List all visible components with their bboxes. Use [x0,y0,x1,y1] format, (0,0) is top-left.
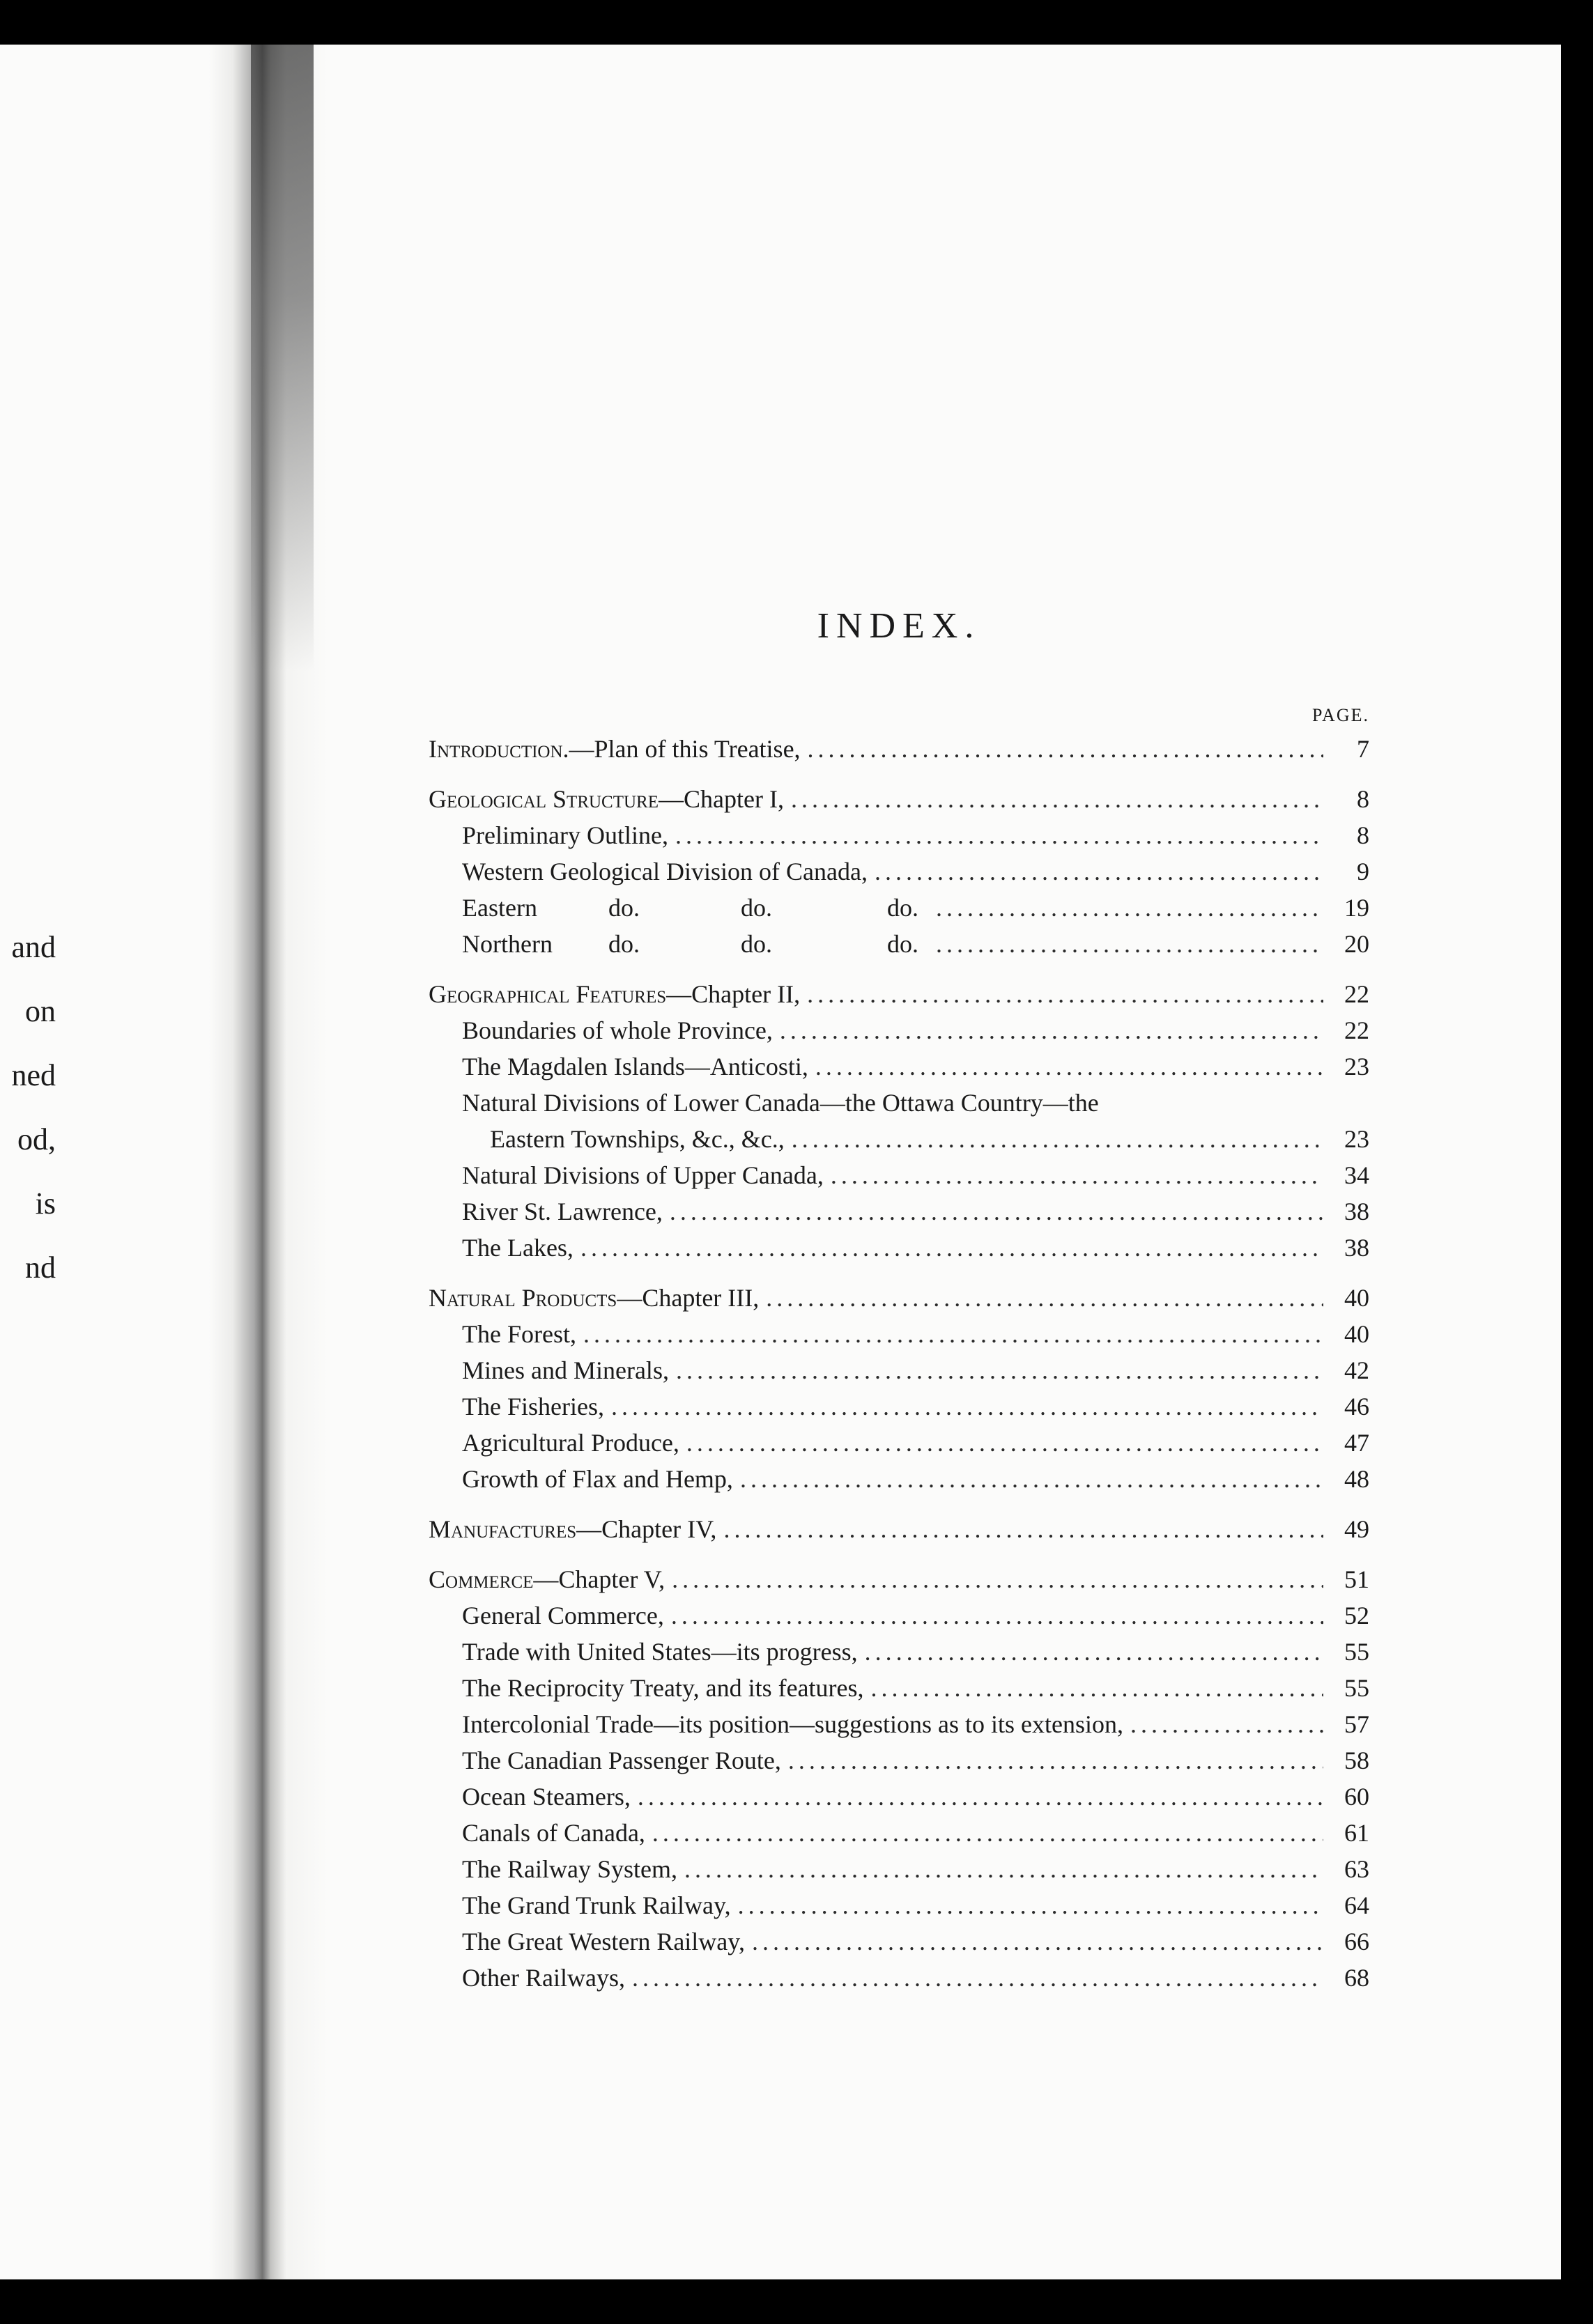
toc-section-name: Manufactures [429,1515,577,1543]
dot-leader [611,1388,1323,1425]
left-fragment: and [11,930,56,964]
dot-leader [780,1012,1323,1048]
toc-page-number: 8 [1357,821,1369,849]
left-page-fragments [0,915,56,1300]
dot-leader [875,853,1323,890]
toc-section-heading[interactable] [429,976,1369,1012]
toc-entry-label: The Magdalen Islands—Anticosti, [462,1053,808,1080]
toc-entry-label: The Canadian Passenger Route, [462,1746,781,1774]
toc-page-number: 22 [1344,1016,1369,1044]
toc-entry[interactable] [429,1388,1369,1425]
toc-page-number: 7 [1357,735,1369,763]
dot-leader [723,1511,1323,1547]
toc-entry-label: Preliminary Outline, [462,821,668,849]
toc-entry-label: Western Geological Division of Canada, [462,858,868,885]
toc-entry-label: Northern [462,930,553,958]
toc-entry-label: Intercolonial Trade—its position—suggestions as to its extension, [462,1710,1123,1738]
toc-entry-label: Agricultural Produce, [462,1429,679,1457]
ditto-mark: do. [608,894,640,922]
toc-entry[interactable] [429,1230,1369,1266]
toc-entry[interactable] [429,817,1369,853]
toc-entry-label: The Grand Trunk Railway, [462,1891,731,1919]
dot-leader [671,1597,1323,1634]
scanned-spread [0,45,1561,2279]
toc-page-number: 66 [1344,1928,1369,1955]
toc-section-name: Commerce [429,1565,534,1593]
dot-leader [791,781,1323,817]
toc-page-number: 46 [1344,1393,1369,1420]
toc-section-name: Natural Products [429,1284,617,1312]
left-fragment: on [25,994,56,1028]
toc-entry-label: Boundaries of whole Province, [462,1016,773,1044]
toc-section-chapter: —Chapter I, [659,785,784,813]
toc-entry[interactable] [429,1316,1369,1352]
dot-leader [580,1230,1323,1266]
toc-page-number: 20 [1344,930,1369,958]
toc-entry[interactable] [429,1597,1369,1634]
toc-entry[interactable] [429,1779,1369,1815]
dot-leader [808,731,1323,767]
toc-entry-label: Other Railways, [462,1964,625,1992]
toc-entry[interactable] [429,1121,1369,1157]
toc-entry[interactable] [429,1461,1369,1497]
toc-entry[interactable] [429,1815,1369,1851]
toc-entry-label: Natural Divisions of Upper Canada, [462,1161,824,1189]
page-title: INDEX. [817,606,981,646]
toc-entry-label: The Forest, [462,1320,576,1348]
toc-entry[interactable] [429,1706,1369,1742]
toc-entry[interactable] [429,1851,1369,1887]
toc-section-label [429,781,784,817]
toc-page-number: 22 [1344,980,1369,1008]
toc-page-number: 55 [1344,1674,1369,1702]
toc-page-number: 19 [1344,894,1369,922]
dot-leader [652,1815,1323,1851]
toc-page-number: 42 [1344,1356,1369,1384]
dot-leader [788,1742,1323,1779]
toc-page-number: 47 [1344,1429,1369,1457]
ditto-mark: do. [887,894,918,922]
toc-entry-label: The Railway System, [462,1855,677,1883]
dot-leader [670,1193,1323,1230]
toc-entry-label: Natural Divisions of Lower Canada—the Ottawa Country—the [462,1089,1099,1117]
left-fragment: od, [17,1122,56,1156]
toc-entry[interactable] [429,1742,1369,1779]
toc-entry[interactable] [429,1960,1369,1996]
ditto-mark: do. [608,930,640,958]
dot-leader [936,890,1323,926]
left-fragment: is [35,1186,56,1221]
toc-page-number: 38 [1344,1198,1369,1225]
toc-section-chapter: —Plan of this Treatise, [569,735,801,763]
toc-entry-label: Eastern [462,894,537,922]
toc-section-label [429,1511,716,1547]
left-fragment: nd [25,1250,56,1285]
toc-entry-label: Trade with United States—its progress, [462,1638,858,1666]
dot-leader [686,1425,1323,1461]
dot-leader [740,1461,1323,1497]
toc-section-heading[interactable] [429,781,1369,817]
toc-entry-label: The Lakes, [462,1234,574,1262]
toc-section-label [429,1280,759,1316]
toc-page-number: 34 [1344,1161,1369,1189]
toc-section-chapter: —Chapter II, [666,980,801,1008]
toc-page-number: 60 [1344,1783,1369,1811]
toc-entry-label: Eastern Townships, &c., &c., [490,1125,785,1153]
toc-entry-label: River St. Lawrence, [462,1198,663,1225]
toc-entry-label: General Commerce, [462,1602,664,1629]
toc-section-label [429,731,801,767]
toc-entry-label: Growth of Flax and Hemp, [462,1465,733,1493]
toc-section-chapter: —Chapter IV, [576,1515,717,1543]
dot-leader [807,976,1323,1012]
toc-section-heading[interactable] [429,1561,1369,1597]
dot-leader [936,926,1323,962]
dot-leader [675,817,1323,853]
toc-entry-label: The Fisheries, [462,1393,604,1420]
toc-section-chapter: —Chapter III, [617,1284,760,1312]
toc-page-number: 8 [1357,785,1369,813]
toc-entry[interactable] [429,1085,1369,1121]
toc-section-name: Geographical Features [429,980,667,1008]
toc-page-number: 57 [1344,1710,1369,1738]
toc-page-number: 38 [1344,1234,1369,1262]
toc-entry[interactable] [429,1352,1369,1388]
toc-page-number: 40 [1344,1284,1369,1312]
dot-leader [1130,1706,1323,1742]
dot-leader [792,1121,1323,1157]
index-page [429,45,1369,2279]
toc-entry[interactable] [429,1048,1369,1085]
toc-section-name: Geological Structure [429,785,659,813]
toc-page-number: 23 [1344,1125,1369,1153]
toc-section-chapter: —Chapter V, [533,1565,665,1593]
toc-page-number: 51 [1344,1565,1369,1593]
toc-page-number: 23 [1344,1053,1369,1080]
dot-leader [583,1316,1323,1352]
toc-page-number: 63 [1344,1855,1369,1883]
ditto-mark: do. [741,930,772,958]
toc-page-number: 40 [1344,1320,1369,1348]
toc-page-number: 48 [1344,1465,1369,1493]
toc-entry[interactable] [429,1193,1369,1230]
left-fragment: ned [11,1058,56,1092]
toc-entry[interactable] [429,1157,1369,1193]
toc-page-number: 49 [1344,1515,1369,1543]
dot-leader [738,1887,1323,1923]
toc-page-number: 52 [1344,1602,1369,1629]
dot-leader [632,1960,1323,1996]
toc-section-label [429,976,800,1012]
toc-entry-label: The Great Western Railway, [462,1928,745,1955]
toc-entry[interactable] [429,853,1369,890]
dot-leader [752,1923,1323,1960]
toc-page-number: 68 [1344,1964,1369,1992]
toc-section-heading[interactable] [429,1511,1369,1547]
dot-leader [871,1670,1323,1706]
toc-entry-label: Canals of Canada, [462,1819,645,1847]
toc-page-number: 55 [1344,1638,1369,1666]
toc-entry[interactable] [429,1012,1369,1048]
toc-page-number: 9 [1357,858,1369,885]
dot-leader [865,1634,1323,1670]
ditto-mark: do. [887,930,918,958]
toc-entry[interactable] [429,890,1369,926]
dot-leader [672,1561,1323,1597]
toc-page-number: 64 [1344,1891,1369,1919]
toc-entry[interactable] [429,1670,1369,1706]
dot-leader [676,1352,1323,1388]
toc-entry[interactable] [429,1634,1369,1670]
dot-leader [815,1048,1323,1085]
dot-leader [831,1157,1323,1193]
dot-leader [638,1779,1323,1815]
toc-section-heading[interactable] [429,731,1369,767]
toc-section-heading[interactable] [429,1280,1369,1316]
toc-page-number: 61 [1344,1819,1369,1847]
toc-entry-label: Ocean Steamers, [462,1783,631,1811]
toc-entry[interactable] [429,1923,1369,1960]
toc-entry[interactable] [429,1425,1369,1461]
table-of-contents [429,731,1369,1996]
toc-section-name: Introduction. [429,735,569,763]
toc-entry-label: The Reciprocity Treaty, and its features, [462,1674,864,1702]
toc-page-number: 58 [1344,1746,1369,1774]
ditto-mark: do. [741,894,772,922]
gutter-shadow [251,45,314,672]
page-column-heading: PAGE. [1311,705,1369,725]
toc-section-label [429,1561,665,1597]
toc-entry-label: Mines and Minerals, [462,1356,669,1384]
toc-entry[interactable] [429,926,1369,962]
dot-leader [684,1851,1323,1887]
toc-entry[interactable] [429,1887,1369,1923]
dot-leader [766,1280,1323,1316]
